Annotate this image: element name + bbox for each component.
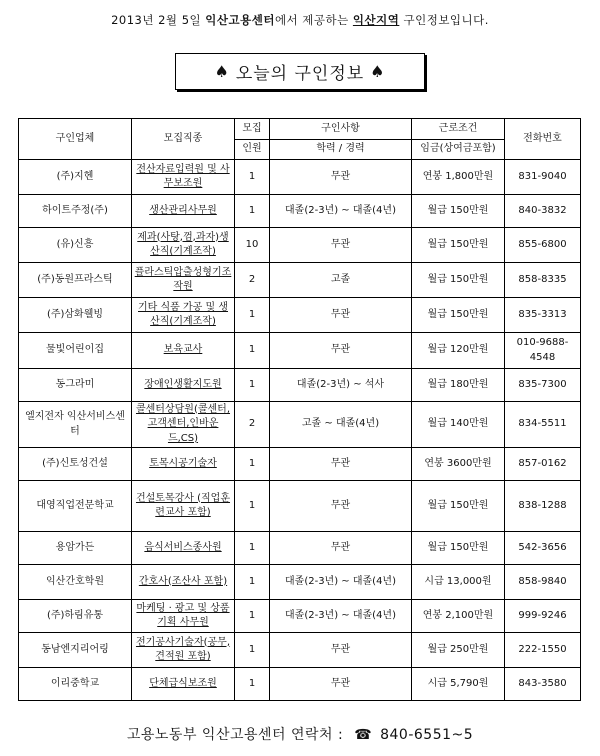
job-cell: 장애인생활지도원 bbox=[132, 369, 235, 402]
requirements-cell: 무관 bbox=[270, 160, 412, 195]
header-count-bottom: 인원 bbox=[235, 140, 270, 160]
requirements-cell: 무관 bbox=[270, 333, 412, 369]
wage-cell: 월급 140만원 bbox=[412, 402, 505, 448]
table-row bbox=[19, 333, 581, 369]
header-date: 2013년 2월 5일 bbox=[111, 13, 202, 27]
requirements-cell: 무관 bbox=[270, 228, 412, 263]
job-cell: 간호사(조산사 포함) bbox=[132, 565, 235, 600]
phone-cell: 840-3832 bbox=[505, 195, 581, 228]
spade-icon: ♠ bbox=[214, 62, 230, 81]
header-count-top: 모집 bbox=[235, 119, 270, 140]
phone-cell: 857-0162 bbox=[505, 448, 581, 481]
wage-cell: 월급 150만원 bbox=[412, 263, 505, 298]
wage-cell: 월급 150만원 bbox=[412, 195, 505, 228]
table-row bbox=[19, 402, 581, 448]
count-cell: 2 bbox=[235, 402, 270, 448]
company-cell: 동남엔지리어링 bbox=[19, 633, 132, 668]
phone-cell: 843-3580 bbox=[505, 668, 581, 701]
phone-cell: 834-5511 bbox=[505, 402, 581, 448]
table-row bbox=[19, 668, 581, 701]
requirements-cell: 대졸(2-3년) ~ 대졸(4년) bbox=[270, 600, 412, 633]
requirements-cell: 무관 bbox=[270, 633, 412, 668]
requirements-cell: 무관 bbox=[270, 532, 412, 565]
page-title bbox=[175, 53, 425, 90]
phone-cell: 835-7300 bbox=[505, 369, 581, 402]
job-cell: 제과(사탕,껌,과자)생산직(기계조작) bbox=[132, 228, 235, 263]
job-cell: 전기공사기술자(공무,견적원 포함) bbox=[132, 633, 235, 668]
requirements-cell: 대졸(2-3년) ~ 대졸(4년) bbox=[270, 565, 412, 600]
page-header bbox=[0, 12, 600, 28]
table-row bbox=[19, 298, 581, 333]
wage-cell: 월급 250만원 bbox=[412, 633, 505, 668]
requirements-cell: 무관 bbox=[270, 448, 412, 481]
job-cell: 건설토목강사 (직업훈련교사 포함) bbox=[132, 481, 235, 532]
company-cell: (주)지헨 bbox=[19, 160, 132, 195]
company-cell: (주)동원프라스틱 bbox=[19, 263, 132, 298]
table-row bbox=[19, 195, 581, 228]
header-region: 익산지역 bbox=[352, 13, 400, 27]
wage-cell: 월급 150만원 bbox=[412, 532, 505, 565]
count-cell: 1 bbox=[235, 565, 270, 600]
job-cell: 마케팅 · 광고 및 상품기획 사무원 bbox=[132, 600, 235, 633]
title-text: 오늘의 구인정보 bbox=[235, 64, 365, 84]
job-cell: 생산관리사무원 bbox=[132, 195, 235, 228]
requirements-cell: 고졸 bbox=[270, 263, 412, 298]
phone-cell: 010-9688-4548 bbox=[505, 333, 581, 369]
count-cell: 1 bbox=[235, 298, 270, 333]
wage-cell: 연봉 3600만원 bbox=[412, 448, 505, 481]
company-cell: 동그라미 bbox=[19, 369, 132, 402]
wage-cell: 월급 120만원 bbox=[412, 333, 505, 369]
company-cell: 용암가든 bbox=[19, 532, 132, 565]
company-cell: (주)신토성건설 bbox=[19, 448, 132, 481]
company-cell: 엘지전자 익산서비스센터 bbox=[19, 402, 132, 448]
job-cell: 콜센터상담원(콜센터,고객센터,인바운드,CS) bbox=[132, 402, 235, 448]
phone-cell: 999-9246 bbox=[505, 600, 581, 633]
table-row bbox=[19, 565, 581, 600]
table-row bbox=[19, 228, 581, 263]
wage-cell: 월급 150만원 bbox=[412, 228, 505, 263]
header-center: 익산고용센터 bbox=[205, 13, 275, 27]
phone-cell: 831-9040 bbox=[505, 160, 581, 195]
table-row bbox=[19, 263, 581, 298]
phone-cell: 542-3656 bbox=[505, 532, 581, 565]
requirements-cell: 대졸(2-3년) ~ 석사 bbox=[270, 369, 412, 402]
header-tail: 구인정보입니다. bbox=[403, 13, 489, 27]
header-requirements-sub: 학력 / 경력 bbox=[270, 140, 412, 160]
company-cell: 익산간호학원 bbox=[19, 565, 132, 600]
wage-cell: 시급 13,000원 bbox=[412, 565, 505, 600]
table-row bbox=[19, 481, 581, 532]
company-cell: (주)하림유통 bbox=[19, 600, 132, 633]
requirements-cell: 무관 bbox=[270, 668, 412, 701]
requirements-cell: 무관 bbox=[270, 481, 412, 532]
company-cell: 이리중학교 bbox=[19, 668, 132, 701]
table-row bbox=[19, 633, 581, 668]
phone-cell: 858-8335 bbox=[505, 263, 581, 298]
company-cell: 물빛어린이집 bbox=[19, 333, 132, 369]
company-cell: (유)신흥 bbox=[19, 228, 132, 263]
table-row bbox=[19, 448, 581, 481]
count-cell: 1 bbox=[235, 333, 270, 369]
spade-icon: ♠ bbox=[370, 62, 386, 81]
footer-phone: 840-6551~5 bbox=[380, 727, 474, 743]
wage-cell: 연봉 2,100만원 bbox=[412, 600, 505, 633]
job-cell: 음식서비스종사원 bbox=[132, 532, 235, 565]
table-row bbox=[19, 600, 581, 633]
wage-cell: 월급 150만원 bbox=[412, 298, 505, 333]
phone-cell: 855-6800 bbox=[505, 228, 581, 263]
count-cell: 1 bbox=[235, 481, 270, 532]
header-conditions-sub: 임금(상여금포함) bbox=[412, 140, 505, 160]
count-cell: 1 bbox=[235, 448, 270, 481]
count-cell: 10 bbox=[235, 228, 270, 263]
header-job: 모집직종 bbox=[132, 119, 235, 160]
count-cell: 1 bbox=[235, 160, 270, 195]
count-cell: 1 bbox=[235, 668, 270, 701]
count-cell: 1 bbox=[235, 600, 270, 633]
job-cell: 플라스틱압출성형기조작원 bbox=[132, 263, 235, 298]
company-cell: (주)삼화웰빙 bbox=[19, 298, 132, 333]
page-footer bbox=[0, 724, 600, 744]
requirements-cell: 무관 bbox=[270, 298, 412, 333]
job-cell: 토목시공기술자 bbox=[132, 448, 235, 481]
wage-cell: 월급 180만원 bbox=[412, 369, 505, 402]
company-cell: 하이트주정(주) bbox=[19, 195, 132, 228]
table-row bbox=[19, 160, 581, 195]
requirements-cell: 고졸 ~ 대졸(4년) bbox=[270, 402, 412, 448]
header-conditions: 근로조건 bbox=[412, 119, 505, 140]
phone-cell: 222-1550 bbox=[505, 633, 581, 668]
wage-cell: 시급 5,790원 bbox=[412, 668, 505, 701]
job-table bbox=[18, 118, 581, 701]
phone-cell: 838-1288 bbox=[505, 481, 581, 532]
wage-cell: 연봉 1,800만원 bbox=[412, 160, 505, 195]
table-row bbox=[19, 532, 581, 565]
count-cell: 1 bbox=[235, 195, 270, 228]
phone-cell: 835-3313 bbox=[505, 298, 581, 333]
phone-icon: ☎ bbox=[354, 727, 373, 743]
header-mid: 에서 제공하는 bbox=[274, 13, 349, 27]
count-cell: 2 bbox=[235, 263, 270, 298]
header-requirements: 구인사항 bbox=[270, 119, 412, 140]
wage-cell: 월급 150만원 bbox=[412, 481, 505, 532]
job-cell: 기타 식품 가공 및 생산직(기계조작) bbox=[132, 298, 235, 333]
job-cell: 단체급식보조원 bbox=[132, 668, 235, 701]
table-row bbox=[19, 369, 581, 402]
job-cell: 전산자료입력원 및 사무보조원 bbox=[132, 160, 235, 195]
count-cell: 1 bbox=[235, 633, 270, 668]
company-cell: 대영직업전문학교 bbox=[19, 481, 132, 532]
count-cell: 1 bbox=[235, 532, 270, 565]
count-cell: 1 bbox=[235, 369, 270, 402]
requirements-cell: 대졸(2-3년) ~ 대졸(4년) bbox=[270, 195, 412, 228]
header-phone: 전화번호 bbox=[505, 119, 581, 160]
phone-cell: 858-9840 bbox=[505, 565, 581, 600]
header-company: 구인업체 bbox=[19, 119, 132, 160]
footer-contact: 고용노동부 익산고용센터 연락처 : bbox=[126, 727, 344, 743]
job-cell: 보육교사 bbox=[132, 333, 235, 369]
